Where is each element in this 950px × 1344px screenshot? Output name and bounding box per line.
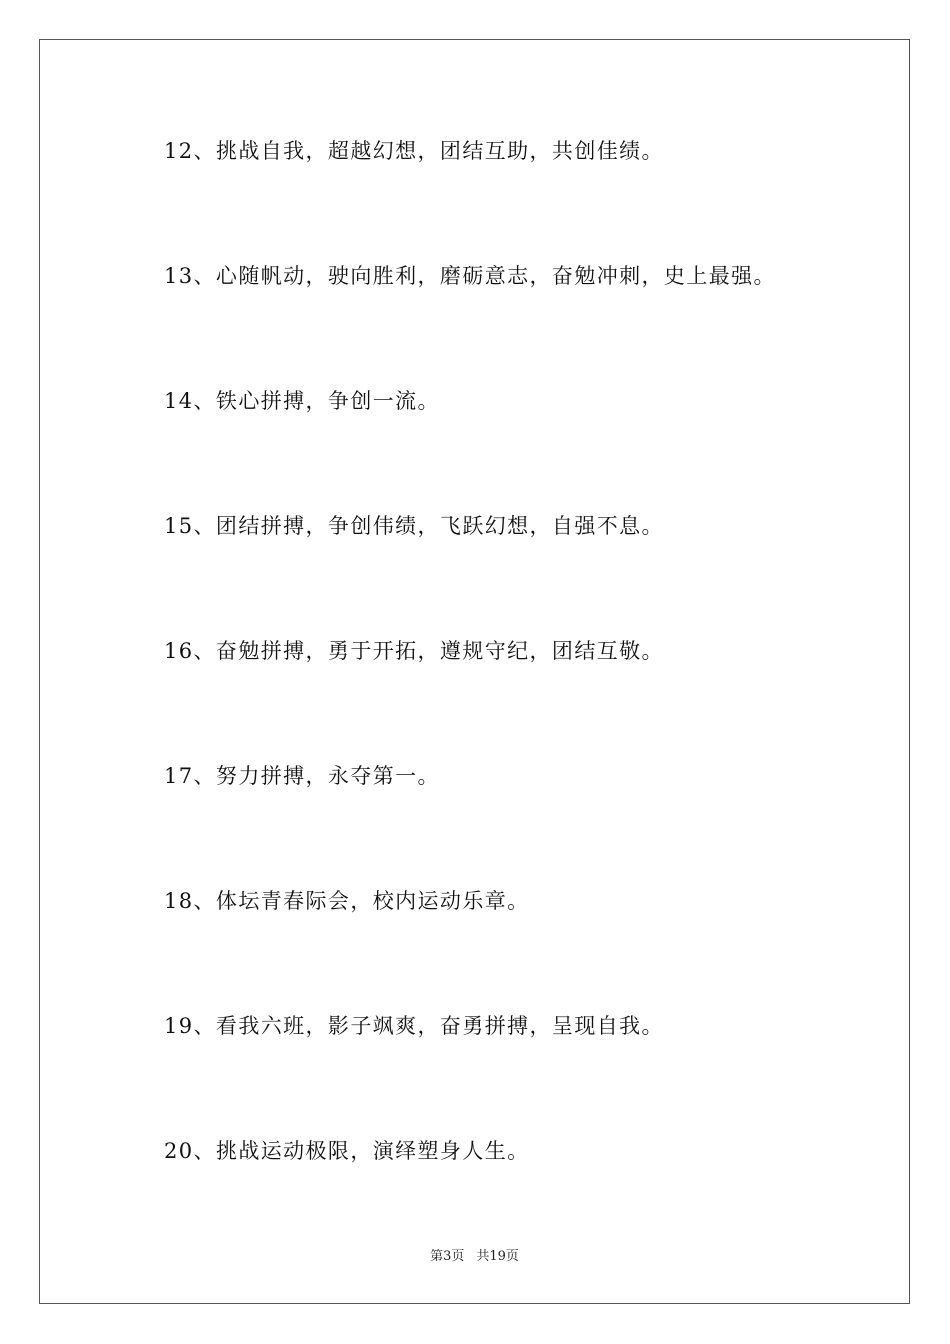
slogan-line-18: 18、体坛青春际会，校内运动乐章。 [164,889,530,913]
slogan-line-20: 20、挑战运动极限，演绎塑身人生。 [164,1139,530,1163]
slogan-line-13: 13、心随帆动，驶向胜利，磨砺意志，奋勉冲刺，史上最强。 [164,264,776,288]
page-total: 共19页 [476,1249,519,1264]
page-number: 第3页 [430,1249,465,1264]
slogan-line-12: 12、挑战自我，超越幻想，团结互助，共创佳绩。 [164,139,664,163]
slogan-line-17: 17、努力拼搏，永夺第一。 [164,764,440,788]
slogan-line-15: 15、团结拼搏，争创伟绩，飞跃幻想，自强不息。 [164,514,664,538]
page-footer [40,1248,909,1266]
page-frame [39,39,910,1304]
slogan-line-14: 14、铁心拼搏，争创一流。 [164,389,440,413]
slogan-line-16: 16、奋勉拼搏，勇于开拓，遵规守纪，团结互敬。 [164,639,664,663]
slogan-list [40,40,909,1303]
slogan-line-19: 19、看我六班，影子飒爽，奋勇拼搏，呈现自我。 [164,1014,664,1038]
